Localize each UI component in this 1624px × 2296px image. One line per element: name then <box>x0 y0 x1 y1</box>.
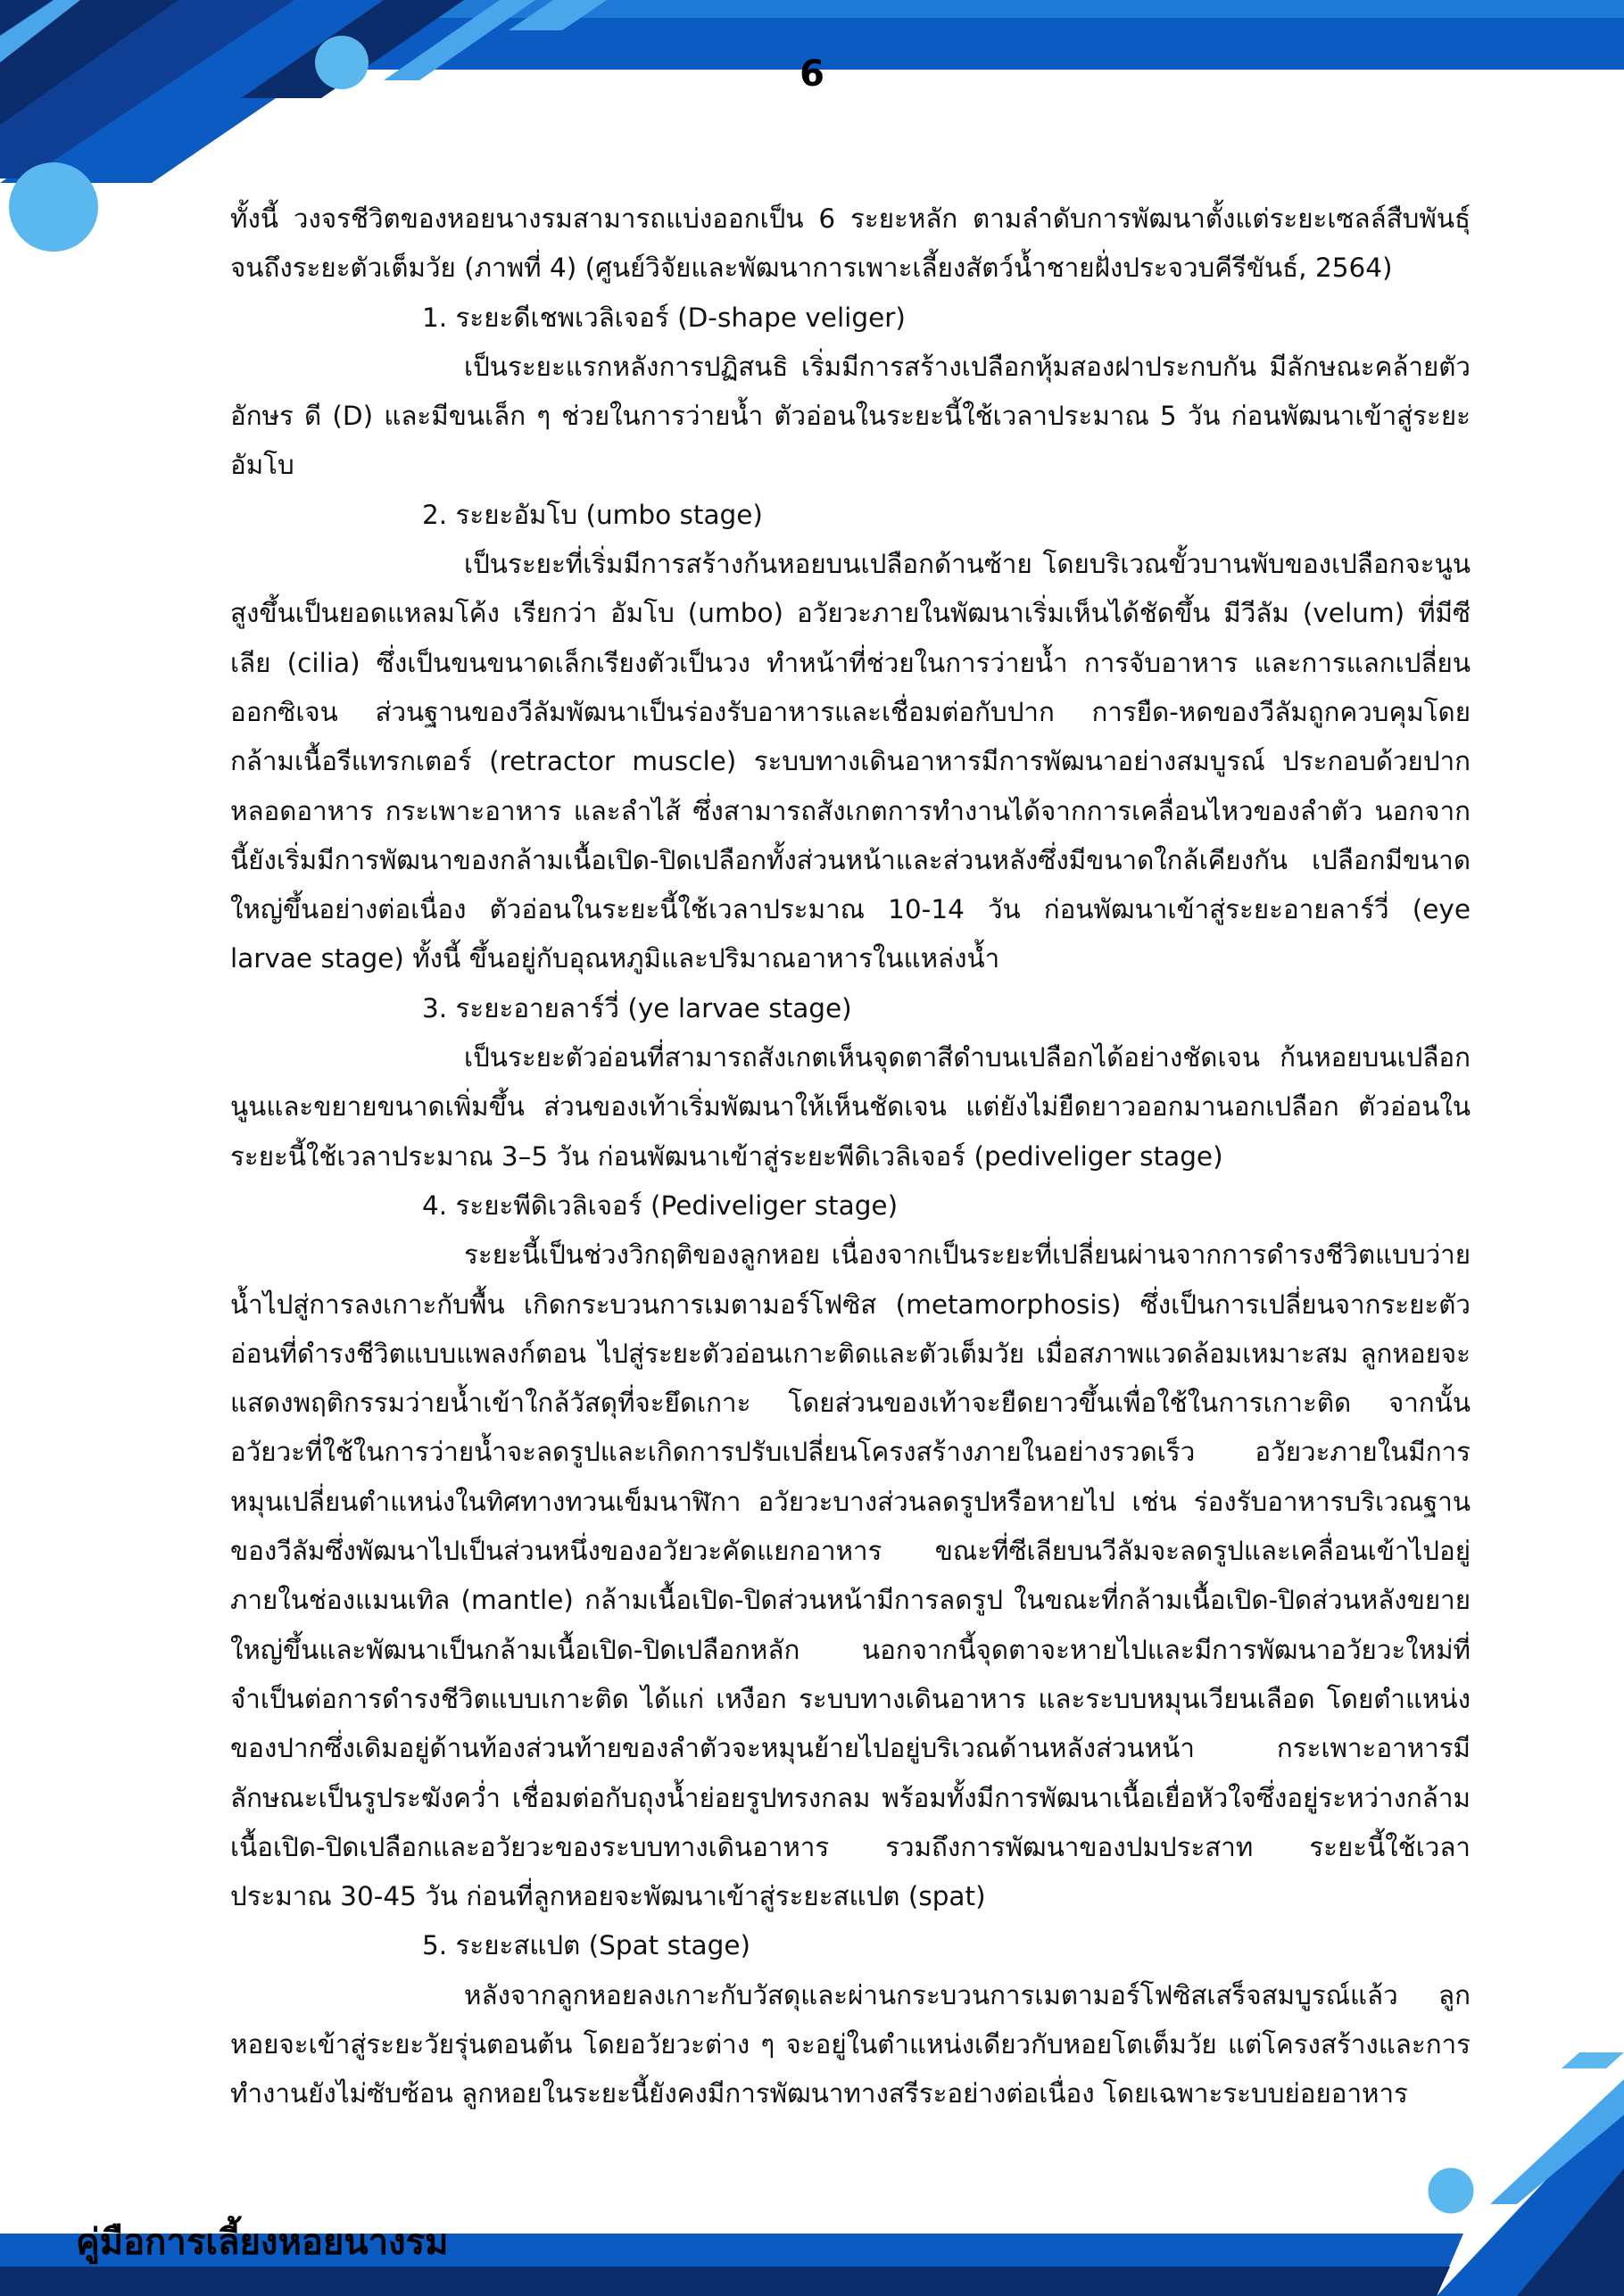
footer-stripe-3 <box>1562 2052 1624 2068</box>
footer-circle <box>1427 2167 1475 2215</box>
section-paragraph-2: เป็นระยะที่เริ่มมีการสร้างก้นหอยบนเปลือกด้านซ้าย โดยบริเวณขั้วบานพับของเปลือกจะนูนสูงขึ้นเป็นยอดแหลมโค้ง เรียกว่า อัมโบ (umbo) อวัยวะภายในพัฒนาเริ่มเห็นได้ชัดขึ้น มีวีลัม (velum) ที่มีซีเลีย (cilia) ซึ่งเป็นขนขนาดเล็กเรียงตัวเป็นวง ทำหน้าที่ช่วยในการว่ายน้ำ การจับอาหาร และการแลกเปลี่ยนออกซิเจน ส่วนฐานของวีลัมพัฒนาเป็นร่องรับอาหารและเชื่อมต่อกับปาก การยืด-หดของวีลัมถูกควบคุมโดยกล้ามเนื้อรีแทรกเตอร์ (retractor muscle) ระบบทางเดินอาหารมีการพัฒนาอย่างสมบูรณ์ ประกอบด้วยปาก หลอดอาหาร กระเพาะอาหาร และลำไส้ ซึ่งสามารถสังเกตการทำงานได้จากการเคลื่อนไหวของลำตัว นอกจากนี้ยังเริ่มมีการพัฒนาของกล้ามเนื้อเปิด-ปิดเปลือกทั้งส่วนหน้าและส่วนหลังซึ่งมีขนาดใกล้เคียงกัน เปลือกมีขนาดใหญ่ขึ้นอย่างต่อเนื่อง ตัวอ่อนในระยะนี้ใช้เวลาประมาณ 10-14 วัน ก่อนพัฒนาเข้าสู่ระยะอายลาร์วี่ (eye larvae stage) ทั้งนี้ ขึ้นอยู่กับอุณหภูมิและปริมาณอาหารในแหล่งน้ำ <box>230 549 1471 974</box>
section-heading-2: 2. ระยะอัมโบ (umbo stage) <box>422 499 763 530</box>
section-paragraph-1: เป็นระยะแรกหลังการปฏิสนธิ เริ่มมีการสร้างเปลือกหุ้มสองฝาประกบกัน มีลักษณะคล้ายตัวอักษร ดี (D) และมีขนเล็ก ๆ ช่วยในการว่ายน้ำ ตัวอ่อนในระยะนี้ใช้เวลาประมาณ 5 วัน ก่อนพัฒนาเข้าสู่ระยะอัมโบ <box>230 351 1471 481</box>
page-number: 6 <box>800 54 824 95</box>
intro-paragraph: ทั้งนี้ วงจรชีวิตของหอยนางรมสามารถแบ่งออกเป็น 6 ระยะหลัก ตามลำดับการพัฒนาตั้งแต่ระยะเซลล์สืบพันธุ์จนถึงระยะตัวเต็มวัย (ภาพที่ 4) (ศูนย์วิจัยและพัฒนาการเพาะเลี้ยงสัตว์น้ำชายฝั่งประจวบคีรีขันธ์, 2564) <box>230 203 1471 284</box>
header-circle-small <box>315 36 369 89</box>
header-circle-large <box>9 162 98 252</box>
footer-book-title: คู่มือการเลี้ยงหอยนางรม <box>76 2222 449 2263</box>
section-paragraph-3: เป็นระยะตัวอ่อนที่สามารถสังเกตเห็นจุดตาสีดำบนเปลือกได้อย่างชัดเจน ก้นหอยบนเปลือกนูนและขยายขนาดเพิ่มขึ้น ส่วนของเท้าเริ่มพัฒนาให้เห็นชัดเจน แต่ยังไม่ยืดยาวออกมานอกเปลือก ตัวอ่อนในระยะนี้ใช้เวลาประมาณ 3–5 วัน ก่อนพัฒนาเข้าสู่ระยะพีดิเวลิเจอร์ (pediveliger stage) <box>230 1042 1471 1172</box>
section-heading-3: 3. ระยะอายลาร์วี่ (ye larvae stage) <box>422 992 852 1024</box>
section-heading-1: 1. ระยะดีเชพเวลิเจอร์ (D-shape veliger) <box>422 302 906 333</box>
section-heading-4: 4. ระยะพีดิเวลิเจอร์ (Pediveliger stage) <box>422 1189 899 1221</box>
section-paragraph-5: หลังจากลูกหอยลงเกาะกับวัสดุและผ่านกระบวนการเมตามอร์โฟซิสเสร็จสมบูรณ์แล้ว ลูกหอยจะเข้าสู่ระยะวัยรุ่นตอนต้น โดยอวัยวะต่าง ๆ จะอยู่ในตำแหน่งเดียวกับหอยโตเต็มวัย แต่โครงสร้างและการทำงานยังไม่ซับซ้อน ลูกหอยในระยะนี้ยังคงมีการพัฒนาทางสรีระอย่างต่อเนื่อง โดยเฉพาะระบบย่อยอาหาร <box>230 1979 1471 2110</box>
footer-band-dark <box>0 2267 1450 2296</box>
document-body <box>230 195 1471 2119</box>
section-paragraph-4: ระยะนี้เป็นช่วงวิกฤติของลูกหอย เนื่องจากเป็นระยะที่เปลี่ยนผ่านจากการดำรงชีวิตแบบว่ายน้ำไปสู่การลงเกาะกับพื้น เกิดกระบวนการเมตามอร์โฟซิส (metamorphosis) ซึ่งเป็นการเปลี่ยนจากระยะตัวอ่อนที่ดำรงชีวิตแบบแพลงก์ตอน ไปสู่ระยะตัวอ่อนเกาะติดและตัวเต็มวัย เมื่อสภาพแวดล้อมเหมาะสม ลูกหอยจะแสดงพฤติกรรมว่ายน้ำเข้าใกล้วัสดุที่จะยึดเกาะ โดยส่วนของเท้าจะยืดยาวขึ้นเพื่อใช้ในการเกาะติด จากนั้นอวัยวะที่ใช้ในการว่ายน้ำจะลดรูปและเกิดการปรับเปลี่ยนโครงสร้างภายในอย่างรวดเร็ว อวัยวะภายในมีการหมุนเปลี่ยนตำแหน่งในทิศทางทวนเข็มนาฬิกา อวัยวะบางส่วนลดรูปหรือหายไป เช่น ร่องรับอาหารบริเวณฐานของวีลัมซึ่งพัฒนาไปเป็นส่วนหนึ่งของอวัยวะคัดแยกอาหาร ขณะที่ซีเลียบนวีลัมจะลดรูปและเคลื่อนเข้าไปอยู่ภายในช่องแมนเทิล (mantle) กล้ามเนื้อเปิด-ปิดส่วนหน้ามีการลดรูป ในขณะที่กล้ามเนื้อเปิด-ปิดส่วนหลังขยายใหญ่ขึ้นและพัฒนาเป็นกล้ามเนื้อเปิด-ปิดเปลือกหลัก นอกจากนี้จุดตาจะหายไปและมีการพัฒนาอวัยวะใหม่ที่จำเป็นต่อการดำรงชีวิตแบบเกาะติด ได้แก่ เหงือก ระบบทางเดินอาหาร และระบบหมุนเวียนเลือด โดยตำแหน่งของปากซึ่งเดิมอยู่ด้านท้องส่วนท้ายของลำตัวจะหมุนย้ายไปอยู่บริเวณด้านหลังส่วนหน้า กระเพาะอาหารมีลักษณะเป็นรูประฆังคว่ำ เชื่อมต่อกับถุงน้ำย่อยรูปทรงกลม พร้อมทั้งมีการพัฒนาเนื้อเยื่อหัวใจซึ่งอยู่ระหว่างกล้ามเนื้อเปิด-ปิดเปลือกและอวัยวะของระบบทางเดินอาหาร รวมถึงการพัฒนาของปมประสาท ระยะนี้ใช้เวลาประมาณ 30-45 วัน ก่อนที่ลูกหอยจะพัฒนาเข้าสู่ระยะสแปต (spat) <box>230 1239 1471 1912</box>
section-heading-5: 5. ระยะสแปต (Spat stage) <box>422 1930 751 1961</box>
